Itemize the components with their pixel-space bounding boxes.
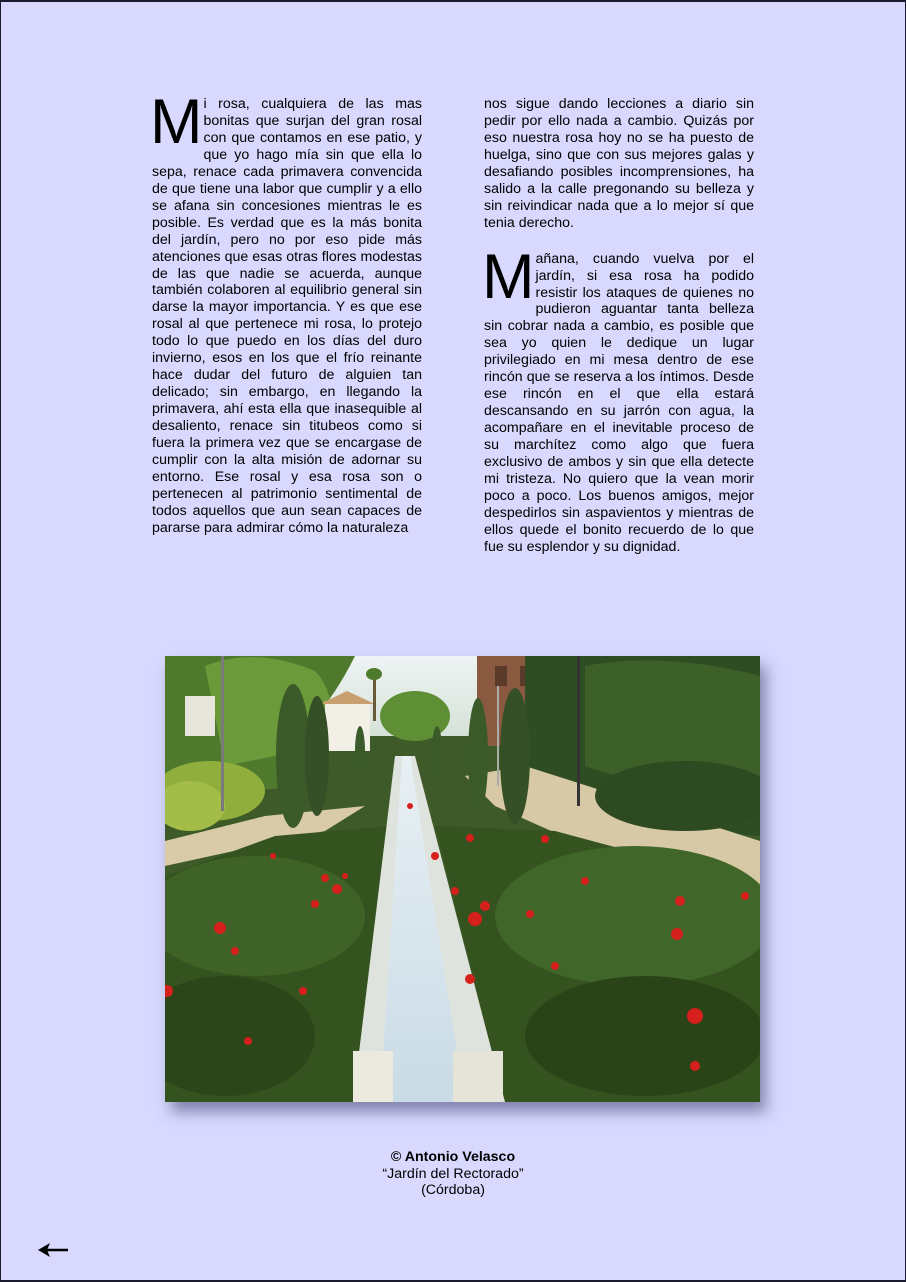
back-button[interactable] — [36, 1241, 70, 1259]
article-paragraph: nos sigue dando lecciones a diario sin pedir por ello nada a cambio. Quizás por eso nuestra rosa hoy no se ha puesto de huelga, sino que con sus mejores galas y desafiando posibles incomprensiones, ha salido a la calle pregonando su belleza y sin reivindicar nada que a lo mejor sí que tenia derecho. — [484, 96, 754, 231]
photo-location: (Córdoba) — [421, 1182, 485, 1198]
garden-photo-illustration — [165, 656, 760, 1102]
photo-caption — [303, 1149, 603, 1199]
paragraph-text: añana, cuando vuelva por el jardín, si esa rosa ha podido resistir los ataques de quienes no pudieron aguantar tanta belleza sin cobrar nada a cambio, es posible que sea yo quien le dedique un lugar privilegiado en mi mesa dentro de ese rincón que se reserva a los íntimos. Desde ese rincón en el que ella estará descansando en su jarrón con agua, la acompañare en el inevitable proceso de su marchítez como algo que fuera exclusivo de ambos y sin que ella detecte mi tristeza. No quiero que la vean morir poco a poco. Los buenos amigos, mejor despedirlos sin aspavientos y mientras de ellos quede el bonito recuerdo de lo que fue su esplendor y su dignidad. — [484, 250, 754, 555]
article-paragraph — [150, 87, 422, 537]
drop-cap: M — [150, 87, 201, 157]
arrow-left-icon — [36, 1241, 70, 1259]
article-paragraph — [482, 241, 754, 556]
photo-title: “Jardín del Rectorado” — [382, 1165, 524, 1182]
garden-photo — [165, 656, 760, 1102]
article-right-column — [484, 96, 754, 556]
paragraph-text: i rosa, cualquiera de las mas bonitas que surjan del gran rosal con que contamos en ese patio, y que yo hago mía sin que ella lo sepa, renace cada primavera convencida de que tiene una labor que cumplir y a ello se afana sin concesiones mientras le es posible. Es verdad que es la más bonita del jardín, pero no por eso pide más atenciones que esas otras flores modestas de las que nadie se acuerda, aunque también colaboren al equilibrio general sin darse la mayor importancia. Y es que ese rosal al que pertenece mi rosa, lo protejo todo lo que puedo en los días del duro invierno, esos en los que el frío reinante hace dudar del futuro de alguien tan delicado; sin embargo, en llegando la primavera, ahí esta ella que inasequible al desaliento, renace sin titubeos como si fuera la primera vez que se encargase de cumplir con la alta misión de adornar su entorno. Ese rosal y esa rosa son o pertenecen al patrimonio sentimental de todos aquellos que aun sean capaces de pararse para admirar cómo la naturaleza — [152, 96, 422, 536]
article-left-column — [150, 87, 422, 537]
photo-credit: © Antonio Velasco — [390, 1149, 516, 1165]
drop-cap: M — [482, 241, 533, 312]
